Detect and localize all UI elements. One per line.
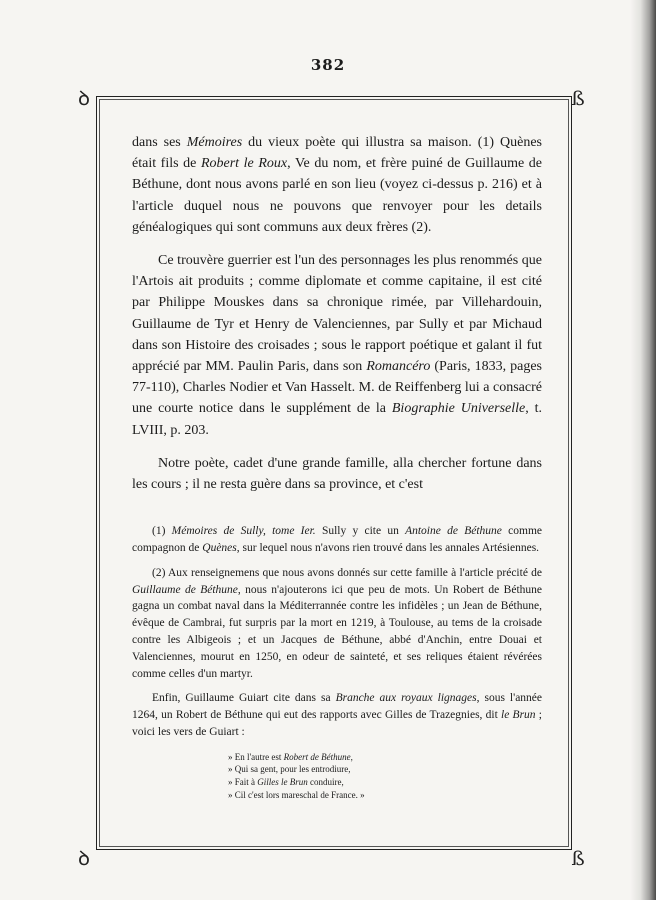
- text-run: » En l'autre est: [228, 751, 284, 762]
- italic-text: Mémoires de Sully, tome Ier.: [171, 525, 316, 538]
- text-run: dans ses: [132, 135, 187, 150]
- text-run: Enfin, Guillaume Guiart cite dans sa: [152, 692, 336, 705]
- verse-line: [228, 763, 542, 776]
- text-run: » Cil c'est lors mareschal de France. »: [228, 789, 365, 800]
- verse-line: [228, 751, 542, 764]
- paragraph-3-text: [132, 453, 542, 495]
- corner-ornament-top-right: ß: [571, 86, 585, 110]
- verse-line: [228, 789, 542, 802]
- footnote-3: [132, 690, 542, 740]
- paragraph-1: [132, 132, 542, 238]
- italic-text: Guillaume de Béthune: [132, 583, 238, 596]
- page-content: [132, 132, 542, 801]
- paragraph-2-text: [132, 250, 542, 441]
- text-run: ,: [350, 751, 353, 762]
- italic-text: Branche aux royaux lignages: [335, 692, 477, 705]
- text-run: , Ve du nom, et frère puiné de Guillaume de Béthune, dont nous avons parlé en son lieu (voyez ci-dessus p. 216) et à l'article duquel nous ne pouvons que renvoyer pour les details généalogiques qui sont communs aux deux frères (2).: [132, 156, 542, 235]
- italic-text: Romancéro: [366, 359, 431, 375]
- text-run: , sur lequel nous n'avons rien trouvé dans les annales Artésiennes.: [236, 542, 540, 555]
- text-run: (2) Aux renseignemens que nous avons donnés sur cette famille à l'article précité de: [152, 566, 542, 579]
- italic-text: Robert le Roux: [200, 156, 288, 172]
- italic-text: Antoine de Béthune: [405, 525, 502, 538]
- footnote-1: [132, 523, 542, 557]
- text-run: (Paris, 1833, pages 77-110), Charles Nodier et Van Hasselt. M. de Reiffenberg lui a consacré une courte notice dans le supplément de la: [132, 359, 542, 417]
- text-run: , sous l'année 1264, un Robert de Béthune qui eut des rapports avec Gilles de Trazegnies, dit: [132, 692, 543, 722]
- verse-line: [228, 776, 542, 789]
- text-run: comme compagnon de: [132, 525, 542, 555]
- italic-text: Quènes: [202, 542, 237, 555]
- text-run: » Qui sa gent, pour les entrodiure,: [228, 764, 351, 775]
- text-run: , nous n'ajouterons ici que peu de mots. Un Robert de Béthune gagna un combat naval dans la Méditerrannée contre les infidèles ; un Jean de Béthune, évêque de Cambrai, fut surpris par la mort en 1219, à Toulouse, au tems de la croisade contre les Albigeois ; et un Jacques de Béthune, abbé d'Anchin, entre Douai et Valenciennes, mourut en 1250, en odeur de sainteté, et ses reliques étaient révérées comme celles d'un martyr.: [132, 583, 542, 680]
- text-run: , t. LVIII, p. 203.: [132, 401, 543, 438]
- paragraph-3: [132, 453, 542, 495]
- page-number: 382: [310, 56, 346, 74]
- verse-quote: [228, 751, 542, 801]
- text-run: conduire,: [307, 777, 344, 787]
- text-run: Notre poète, cadet d'une grande famille, alla chercher fortune dans les cours ; il ne resta guère dans sa province, et c'est: [132, 455, 542, 493]
- text-run: Ce trouvère guerrier est l'un des personnages les plus renommés que l'Artois ait produits ; comme diplomate et comme capitaine, il est cité par Philippe Mouskes dans sa chronique rimée, par Villehardouin, Guillaume de Tyr et Henry de Valenciennes, par Sully et par Michaud dans son Histoire des croisades ; sous le rapport poétique et galant il fut apprécié par MM. Paulin Paris, dans son: [132, 253, 542, 375]
- paragraph-1-text: [132, 132, 542, 238]
- corner-ornament-top-left: ꝺ: [78, 86, 90, 110]
- italic-text: Robert de Béthune: [283, 751, 351, 762]
- text-run: Sully y cite un: [315, 525, 406, 538]
- text-run: (1): [152, 525, 172, 538]
- corner-ornament-bottom-right: ß: [571, 846, 585, 870]
- footnote-2: [132, 565, 542, 683]
- italic-text: Gilles le Brun: [257, 777, 308, 787]
- corner-ornament-bottom-left: ꝺ: [78, 846, 90, 870]
- italic-text: le Brun: [501, 709, 536, 722]
- italic-text: Mémoires: [186, 135, 243, 150]
- text-run: ; voici les vers de Guiart :: [132, 709, 542, 739]
- text-run: du vieux poète qui illustra sa maison. (1) Quènes était fils de: [132, 135, 543, 172]
- text-run: » Fait à: [228, 777, 258, 787]
- paragraph-2: [132, 250, 542, 441]
- footnotes: [132, 523, 542, 801]
- page-edge-shadow: [630, 0, 656, 900]
- italic-text: Biographie Universelle: [391, 401, 526, 417]
